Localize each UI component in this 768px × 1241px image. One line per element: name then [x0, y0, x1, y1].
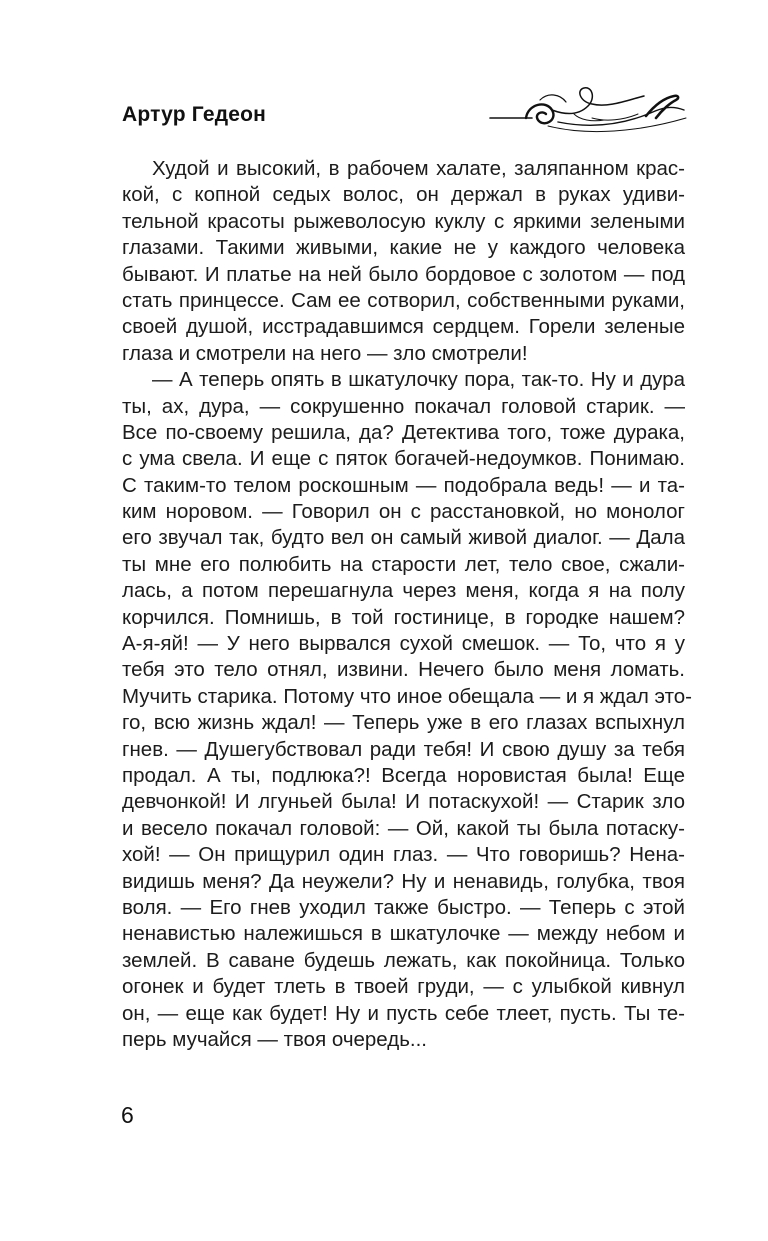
text-line: Худой и высокий, в рабочем халате, заляпанном крас- — [152, 157, 685, 180]
text-line: землей. В саване будешь лежать, как покойница. Только — [122, 948, 685, 972]
text-line: и весело покачал головой: — Ой, какой ты была потаску- — [122, 816, 685, 840]
text-line: огонек и будет тлеть в твоей груди, — с улыбкой кивнул — [122, 975, 685, 999]
text-line: хой! — Он прищурил один глаз. — Что говоришь? Нена- — [122, 843, 685, 867]
running-header-author: Артур Гедеон — [122, 103, 267, 126]
text-line: перь мучайся — твоя очередь... — [122, 1027, 427, 1051]
text-line: своей душой, исстрадавшимся сердцем. Горели зеленые — [122, 315, 685, 339]
text-line: глаза и смотрели на него — зло смотрели! — [122, 341, 528, 365]
text-line: воля. — Его гнев уходил также быстро. — Теперь с этой — [122, 895, 685, 919]
text-line: глазами. Такими живыми, какие не у каждого человека — [122, 236, 685, 260]
text-line: — А теперь опять в шкатулочку пора, так-то. Ну и дура — [152, 368, 685, 392]
text-line: ты мне его полюбить на старости лет, тело свое, сжали- — [122, 552, 685, 576]
text-line: Мучить старика. Потому что иное обещала — и я ждал это- — [122, 684, 692, 708]
text-line: кой, с копной седых волос, он держал в руках удиви- — [122, 183, 685, 207]
body-text — [122, 156, 692, 1053]
decorative-swirl-ornament-icon — [488, 70, 688, 138]
text-line: продал. А ты, подлюка?! Всегда норовистая была! Еще — [122, 763, 685, 787]
text-line: ким норовом. — Говорил он с расстановкой, но монолог — [122, 500, 685, 524]
text-line: ты, ах, дура, — сокрушенно покачал головой старик. — — [122, 394, 685, 418]
text-line: с ума свела. И еще с пяток богачей-недоумков. Понимаю. — [122, 447, 685, 471]
text-line: ненавистью належишься в шкатулочке — между небом и — [122, 922, 685, 946]
text-line: гнев. — Душегубствовал ради тебя! И свою душу за тебя — [122, 737, 685, 761]
text-line: лась, а потом перешагнула через меня, когда я на полу — [122, 579, 685, 603]
text-line: А-я-яй! — У него вырвался сухой смешок. — То, что я у — [122, 632, 685, 656]
text-line: тельной красоты рыжеволосую куклу с яркими зелеными — [122, 209, 685, 233]
text-line: стать принцессе. Сам ее сотворил, собственными руками, — [122, 288, 685, 312]
text-line: девчонкой! И лгуньей была! И потаскухой! — Старик зло — [122, 790, 685, 814]
text-line: тебя это тело отнял, извини. Нечего было меня ломать. — [122, 658, 685, 682]
page-number: 6 — [121, 1102, 134, 1128]
text-line: он, — еще как будет! Ну и пусть себе тлеет, пусть. Ты те- — [122, 1001, 685, 1025]
text-line: его звучал так, будто вел он самый живой диалог. — Дала — [122, 526, 685, 550]
text-line: корчился. Помнишь, в той гостинице, в городке нашем? — [122, 605, 685, 629]
text-line: С таким-то телом роскошным — подобрала ведь! — и та- — [122, 473, 685, 497]
text-line: бывают. И платье на ней было бордовое с золотом — под — [122, 262, 685, 286]
text-line: Все по-своему решила, да? Детектива того, тоже дурака, — [122, 420, 685, 444]
text-line: видишь меня? Да неужели? Ну и ненавидь, голубка, твоя — [122, 869, 685, 893]
text-line: го, всю жизнь ждал! — Теперь уже в его глазах вспыхнул — [122, 711, 685, 735]
